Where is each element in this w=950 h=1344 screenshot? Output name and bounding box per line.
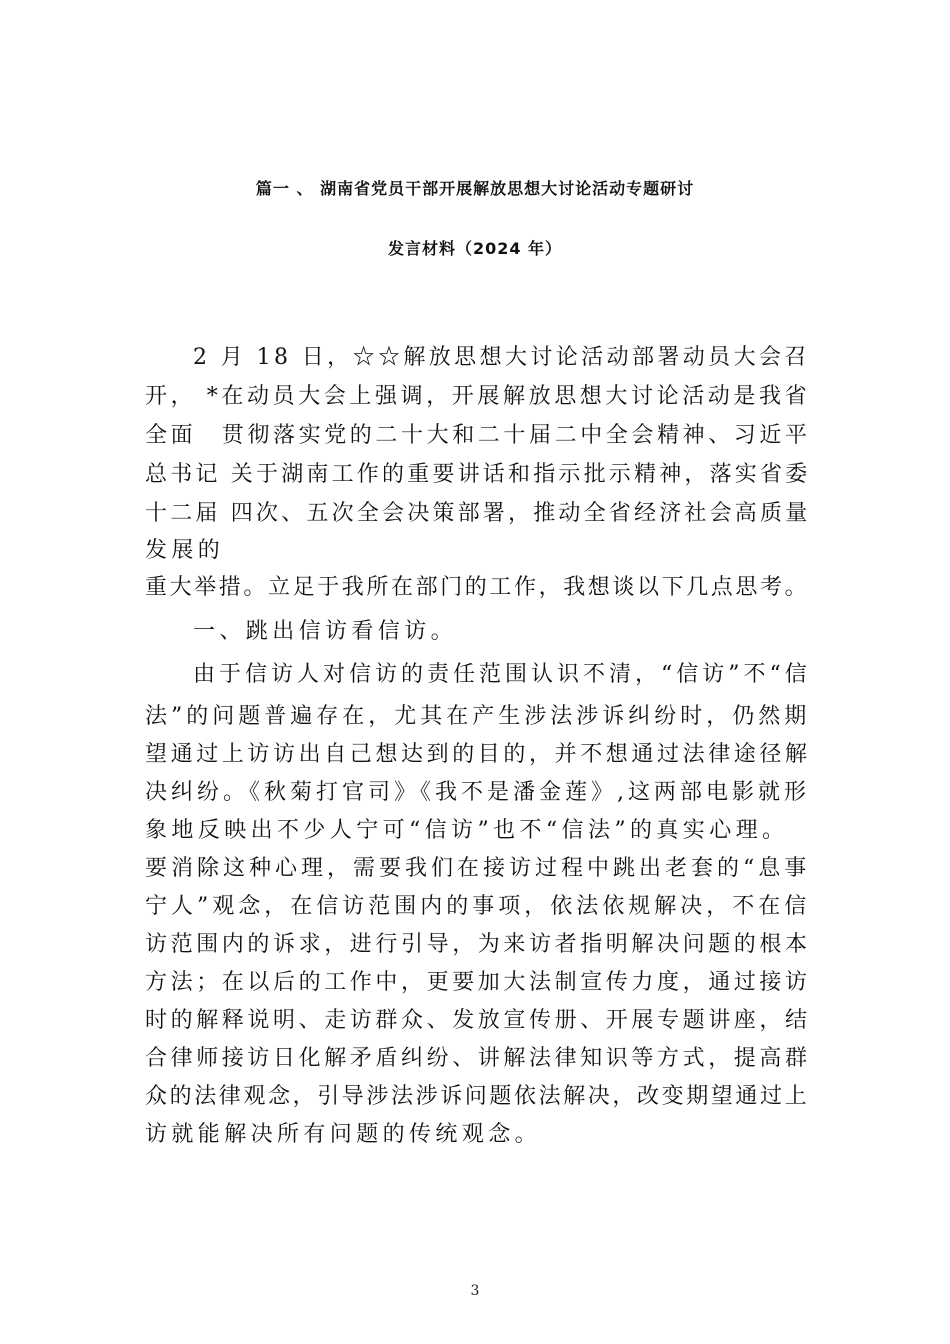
body-line: 全面 贯彻落实党的二十大和二十届二中全会精神、习近平 xyxy=(145,423,811,448)
body-line: 方法；在以后的工作中，更要加大法制宣传力度，通过接访 xyxy=(145,970,811,995)
body-line: 访范围内的诉求，进行引导，为来访者指明解决问题的根本 xyxy=(145,932,811,957)
body-line: 众的法律观念，引导涉法涉诉问题依法解决，改变期望通过上 xyxy=(145,1084,810,1109)
body-line: 望通过上访访出自己想达到的目的，并不想通过法律途径解 xyxy=(145,742,811,767)
body-line: 开， *在动员大会上强调，开展解放思想大讨论活动是我省 xyxy=(145,384,811,409)
body-line: 法”的问题普遍存在，尤其在产生涉法涉诉纠纷时，仍然期 xyxy=(145,704,811,729)
document-title-line-2: 发言材料（2024 年） xyxy=(387,239,563,258)
body-line: 十二届 四次、五次全会决策部署，推动全省经济社会高质量 xyxy=(145,501,811,526)
body-line: 总书记 关于湖南工作的重要讲话和指示批示精神，落实省委 xyxy=(145,462,811,487)
body-line: 发展的 xyxy=(145,538,225,563)
body-line: 访就能解决所有问题的传统观念。 xyxy=(145,1122,542,1147)
body-line: 2 月 18 日，☆☆解放思想大讨论活动部署动员大会召 xyxy=(193,345,810,370)
page-number: 3 xyxy=(470,1283,480,1299)
body-line: 由于信访人对信访的责任范围认识不清，“信访”不“信 xyxy=(193,662,811,687)
body-line: 象地反映出不少人宁可“信访”也不“信法”的真实心理。 xyxy=(145,818,789,843)
body-line: 合律师接访日化解矛盾纠纷、讲解法律知识等方式，提高群 xyxy=(145,1046,811,1071)
document-title-line-1: 篇一 、 湖南省党员干部开展解放思想大讨论活动专题研讨 xyxy=(255,179,695,198)
section-heading: 一、跳出信访看信访。 xyxy=(193,619,458,644)
body-line: 要消除这种心理，需要我们在接访过程中跳出老套的“息事 xyxy=(145,856,811,881)
body-line: 重大举措。立足于我所在部门的工作，我想谈以下几点思考。 xyxy=(145,575,810,600)
body-line: 时的解释说明、走访群众、发放宣传册、开展专题讲座，结 xyxy=(145,1008,811,1033)
body-line: 宁人”观念，在信访范围内的事项，依法依规解决，不在信 xyxy=(145,894,811,919)
body-line: 决纠纷。《秋菊打官司》《我不是潘金莲》,这两部电影就形 xyxy=(145,780,810,805)
